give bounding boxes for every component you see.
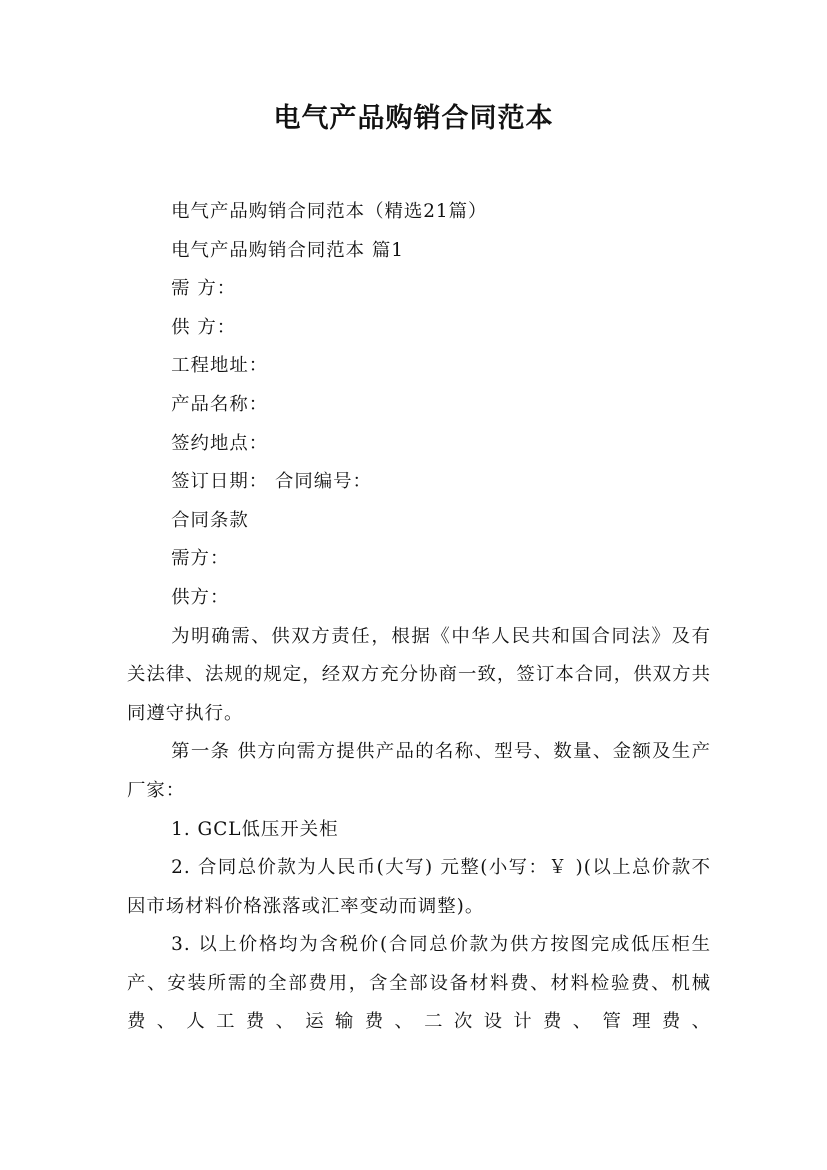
text-line: 签约地点： xyxy=(171,432,269,454)
paragraph: 第一条 供方向需方提供产品的名称、型号、数量、金额及生产厂家： xyxy=(127,741,711,801)
text-line: 供 方： xyxy=(171,316,237,338)
document-body xyxy=(127,193,711,1042)
text-line: 需方： xyxy=(171,548,230,570)
text-line: 电气产品购销合同范本 篇1 xyxy=(171,239,404,261)
text-line: 签订日期： 合同编号： xyxy=(171,471,372,493)
paragraph: 1. GCL低压开关柜 xyxy=(171,818,339,840)
paragraph: 3. 以上价格均为含税价(合同总价款为供方按图完成低压柜生产、安装所需的全部费用，含全部设备材料费、材料检验费、机械费、人工费、运输费、二次设计费、管理费、 xyxy=(127,934,711,1033)
paragraph: 2. 合同总价款为人民币(大写) 元整(小写：￥ )(以上总价款不因市场材料价格涨落或汇率变动而调整)。 xyxy=(127,857,711,917)
text-line: 需 方： xyxy=(171,278,237,300)
text-line: 产品名称： xyxy=(171,393,269,415)
document-title: 电气产品购销合同范本 xyxy=(273,103,554,134)
text-line: 电气产品购销合同范本（精选21篇） xyxy=(171,201,488,222)
text-line: 工程地址： xyxy=(171,355,269,377)
text-line: 合同条款 xyxy=(171,509,249,531)
paragraph: 为明确需、供双方责任，根据《中华人民共和国合同法》及有关法律、法规的规定，经双方充分协商一致，签订本合同，供双方共同遵守执行。 xyxy=(127,625,711,724)
text-line: 供方： xyxy=(171,586,230,608)
